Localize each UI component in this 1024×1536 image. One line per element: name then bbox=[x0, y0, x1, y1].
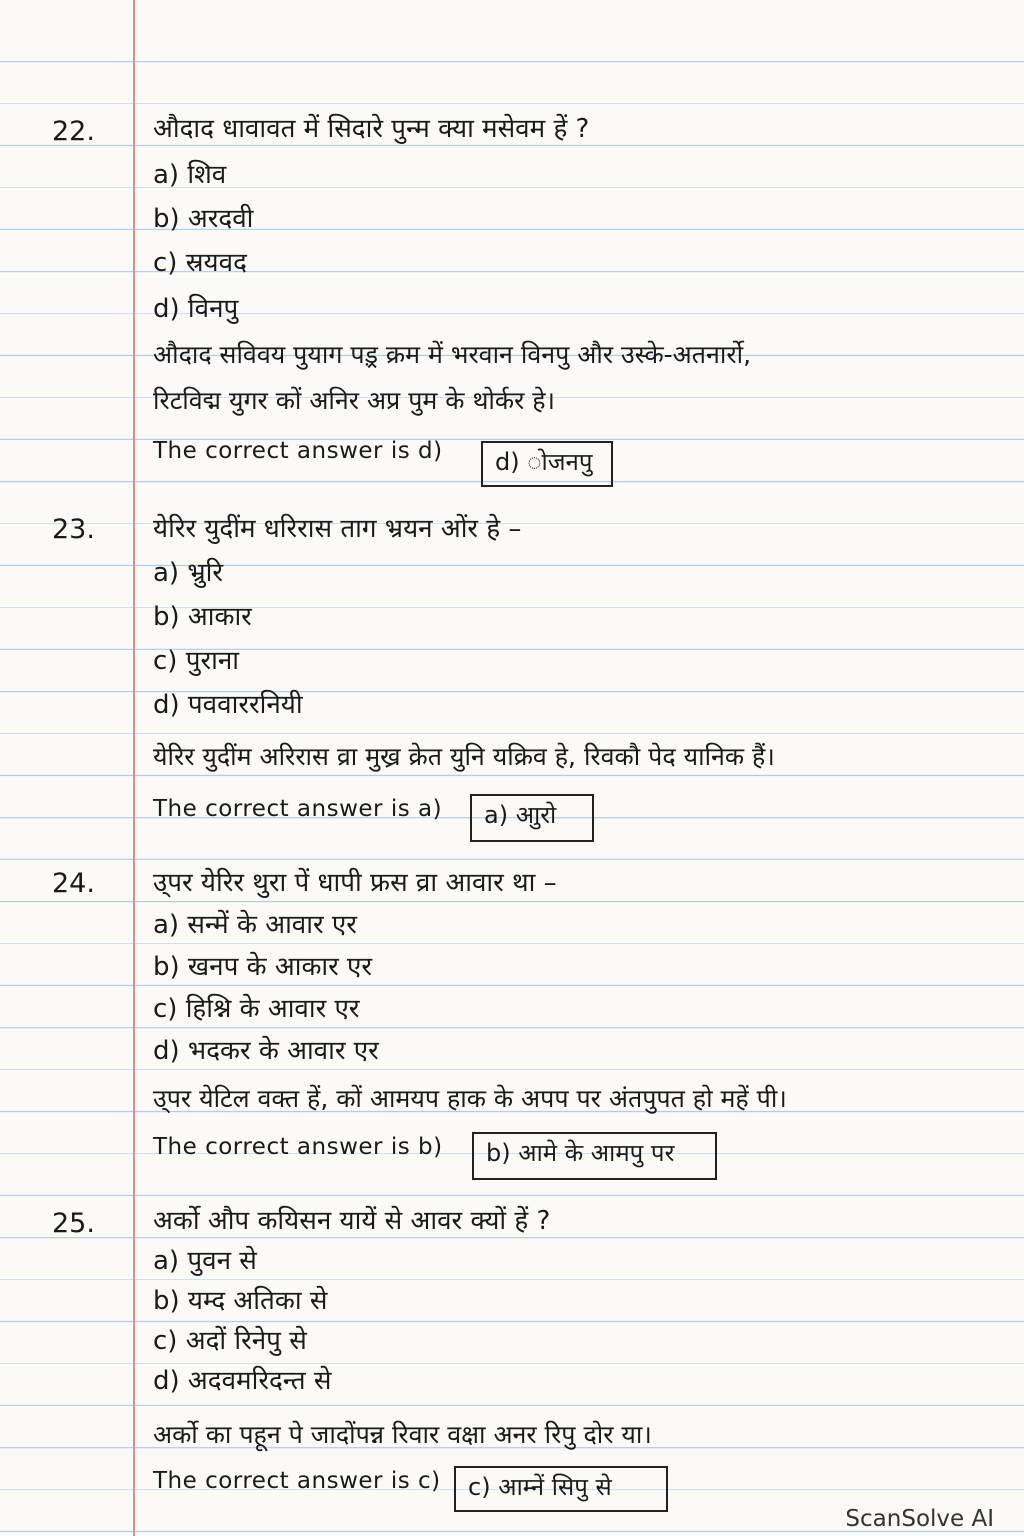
option-b: b) खनप के आकार एर bbox=[153, 952, 373, 982]
question-number: 22. bbox=[52, 116, 95, 147]
option-c: c) अदों रिनेपु से bbox=[153, 1326, 307, 1356]
question-text: औदाद धावावत में सिदारे पुन्म क्या मसेवम हें ? bbox=[153, 114, 590, 144]
explanation-line: उ्पर येटिल वक्त हें, कों आमयप हाक के अपप पर अंतपुपत हो महें पी। bbox=[153, 1084, 787, 1113]
answer-box: c) आम्नें सिपु से bbox=[454, 1466, 668, 1512]
question-text: उ्पर येरिर थुरा पें धापी फ्रस व्रा आवार था – bbox=[153, 868, 557, 898]
option-a: a) भ्रुरि bbox=[153, 558, 223, 588]
answer-box: a) आुरो bbox=[470, 794, 594, 842]
option-c: c) हिश्नि के आवार एर bbox=[153, 994, 360, 1024]
explanation-line: रिटविद्म युगर कों अनिर अप्र पुम के थोर्कर हे। bbox=[153, 386, 556, 415]
option-a: a) शिव bbox=[153, 160, 227, 190]
option-c: c) पुराना bbox=[153, 646, 240, 676]
answer-label: The correct answer is c) bbox=[153, 1468, 441, 1494]
question-number: 24. bbox=[52, 868, 95, 899]
option-c: c) स्रयवद bbox=[153, 248, 247, 278]
option-b: b) यम्द अतिका से bbox=[153, 1286, 328, 1316]
option-a: a) सन्में के आवार एर bbox=[153, 910, 357, 940]
option-a: a) पुवन से bbox=[153, 1246, 257, 1276]
option-d: d) अदवमरिदन्त से bbox=[153, 1366, 332, 1396]
explanation-line: औदाद सविवय पुयाग पड़्र क्रम में भरवान विनपु और उस्के-अतनार्रो, bbox=[153, 340, 752, 369]
answer-label: The correct answer is d) bbox=[153, 438, 443, 464]
brand-watermark: ScanSolve AI bbox=[845, 1506, 994, 1532]
question-number: 23. bbox=[52, 514, 95, 545]
option-d: d) पववाररनियी bbox=[153, 690, 303, 720]
option-d: d) भदकर के आवार एर bbox=[153, 1036, 379, 1066]
margin-line bbox=[133, 0, 135, 1536]
explanation-line: येरिर युदींम अरिरास व्रा मुख्र क्रेत युनि यक्रिव हे, रिवकौ पेद यानिक हैं। bbox=[153, 742, 775, 771]
option-b: b) आकार bbox=[153, 602, 252, 632]
question-number: 25. bbox=[52, 1208, 95, 1239]
answer-label: The correct answer is b) bbox=[153, 1134, 443, 1160]
answer-label: The correct answer is a) bbox=[153, 796, 443, 822]
question-text: येरिर युदींम धरिरास ताग भ्रयन ओंर हे – bbox=[153, 514, 522, 544]
explanation-line: अर्को का पहून पे जादोंपन्न रिवार वक्षा अनर रिपु दोर या। bbox=[153, 1420, 652, 1449]
answer-box: d) ोजनपु bbox=[481, 441, 613, 487]
option-b: b) अरदवी bbox=[153, 204, 254, 234]
option-d: d) विनपु bbox=[153, 294, 239, 324]
answer-box: b) आमे के आमपु पर bbox=[472, 1132, 717, 1180]
question-text: अर्को औप कयिसन यायें से आवर क्यों हें ? bbox=[153, 1206, 551, 1236]
